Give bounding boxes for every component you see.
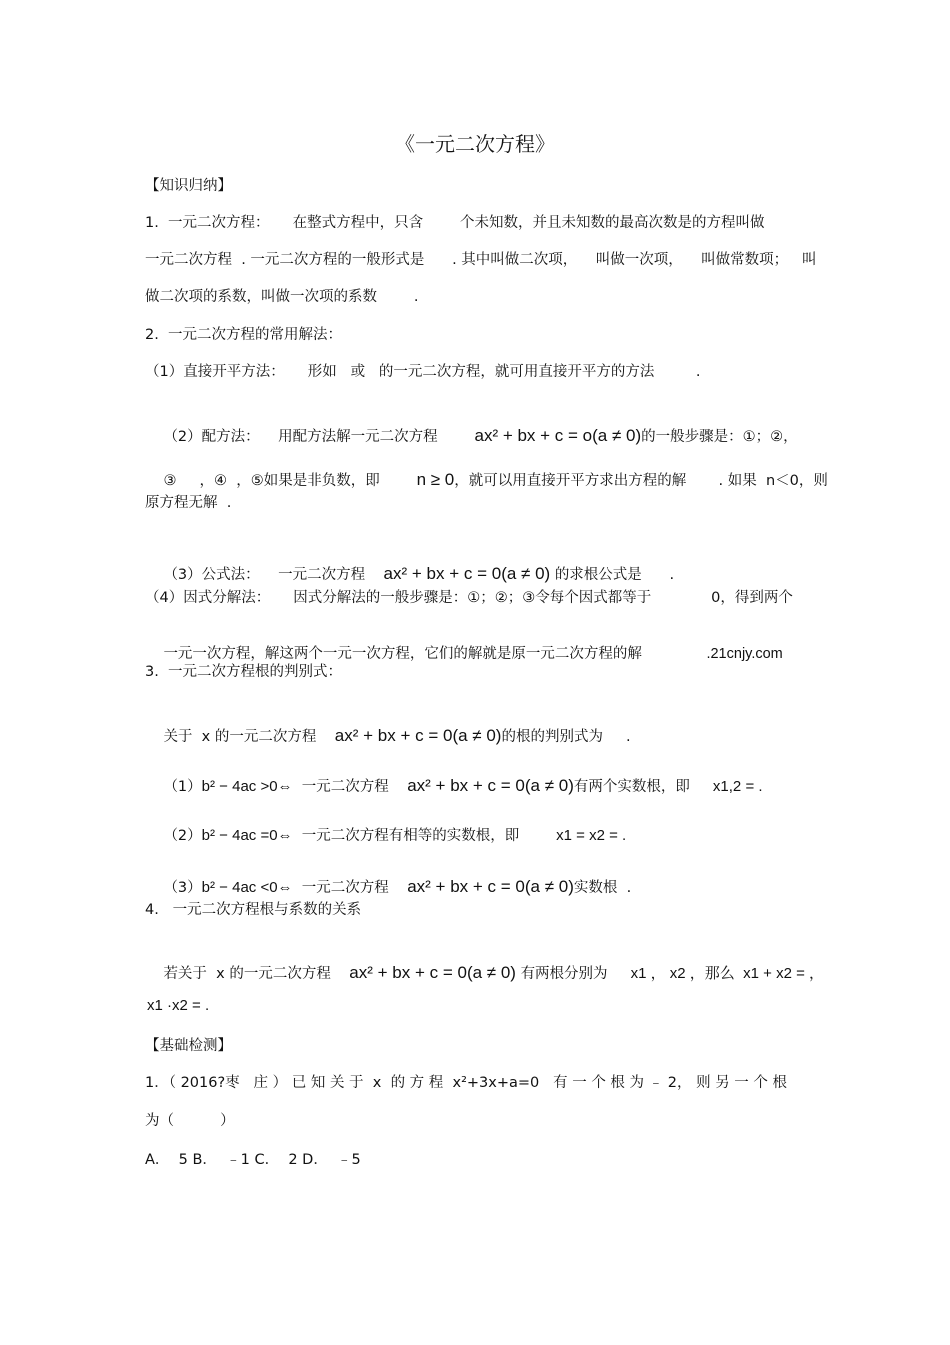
text-line: （4）因式分解法： 因式分解法的一般步骤是：①；②；③令每个因式都等于 0，得到两个 xyxy=(145,590,793,606)
document-title: 《一元二次方程》 xyxy=(395,132,555,156)
equation: x1 ， x2 ，那么 x1 + x2 = ， xyxy=(630,965,825,982)
text-span: 一元二次方程有相等的实数根，即 xyxy=(301,828,520,844)
equation: x1,2 = . xyxy=(712,778,763,795)
text-line: 2. 一元二次方程的常用解法： xyxy=(145,327,343,343)
text-line: 3. 一元二次方程根的判别式： xyxy=(145,664,343,680)
text-span: 关于 x 的一元二次方程 xyxy=(163,729,317,745)
equation: ax² + bx + c = 0(a ≠ 0) xyxy=(383,564,551,583)
text-line xyxy=(145,450,828,511)
text-line xyxy=(145,943,824,1004)
text-span: （3）公式法： 一元二次方程 xyxy=(163,567,366,583)
equation: x1 = x2 = . xyxy=(556,827,627,844)
text-span: 实数根 . xyxy=(573,880,632,896)
text-span: （1） xyxy=(163,779,202,795)
text-span: 一元二次方程 xyxy=(301,880,389,896)
text-span: （2） xyxy=(163,828,202,844)
text-span: 的根的判别式为 . xyxy=(501,729,631,745)
watermark-text: .21cnjy.com xyxy=(706,646,783,662)
equation-line: x1 ·x2 = . xyxy=(147,997,210,1014)
equation: ax² + bx + c = 0(a ≠ 0) xyxy=(349,963,516,982)
text-span: （2）配方法： 用配方法解一元二次方程 xyxy=(163,429,438,445)
text-line: 一元二次方程 . 一元二次方程的一般形式是 . 其中叫做二次项， 叫做一次项， 叫做常数项； 叫 xyxy=(145,252,817,268)
text-line: （1）直接开平方法： 形如 或 的一元二次方程，就可用直接开平方的方法 . xyxy=(145,364,701,380)
equation: n ≥ 0 xyxy=(416,470,455,489)
text-line: 4. 一元二次方程根与系数的关系 xyxy=(145,902,362,918)
text-span: ，就可以用直接开平方求出方程的解 . 如果 n＜0，则 xyxy=(454,473,828,489)
question-text: 为（ ） xyxy=(145,1113,235,1129)
text-span: 若关于 x 的一元二次方程 xyxy=(163,966,331,982)
question-options: A． 5 B． ﹣1 C． 2 D． ﹣5 xyxy=(145,1152,361,1168)
equation: b² − 4ac =0⇔ xyxy=(201,827,293,844)
text-line: 原方程无解 . xyxy=(145,495,232,511)
text-span: 一元二次方程 xyxy=(301,779,389,795)
section-heading-knowledge: 【知识归纳】 xyxy=(145,178,232,194)
text-span: 的一般步骤是：①；②， xyxy=(641,429,798,445)
text-span: 的求根公式是 . xyxy=(554,567,675,583)
equation: ax² + bx + c = 0(a ≠ 0) xyxy=(407,877,574,896)
equation: b² − 4ac <0⇔ xyxy=(201,879,293,896)
text-span: 有两根分别为 xyxy=(520,966,608,982)
text-span: ③ ，④ ，⑤如果是非负数，即 xyxy=(163,473,380,489)
section-heading-basic: 【基础检测】 xyxy=(145,1038,232,1054)
equation: b² − 4ac >0⇔ xyxy=(201,778,293,795)
question-text: 1．（ 2016?枣 庄 ） 已 知 关 于 x 的 方 程 x²+3x+a=0 有 一 个 根 为 ﹣ 2， 则 另 一 个 根 xyxy=(145,1075,788,1091)
equation: ax² + bx + c = 0(a ≠ 0) xyxy=(334,726,502,745)
text-span: 一元一次方程，解这两个一元一次方程，它们的解就是原一元二次方程的解 xyxy=(163,646,642,662)
equation: ax² + bx + c = o(a ≠ 0) xyxy=(474,426,642,445)
text-line: 做二次项的系数，叫做一次项的系数 . xyxy=(145,289,419,305)
text-line: 1. 一元二次方程： 在整式方程中，只含 个未知数，并且未知数的最高次数是的方程叫做 xyxy=(145,215,765,231)
text-span: （3） xyxy=(163,880,202,896)
text-span: 有两个实数根，即 xyxy=(573,779,690,795)
equation: ax² + bx + c = 0(a ≠ 0) xyxy=(407,776,574,795)
